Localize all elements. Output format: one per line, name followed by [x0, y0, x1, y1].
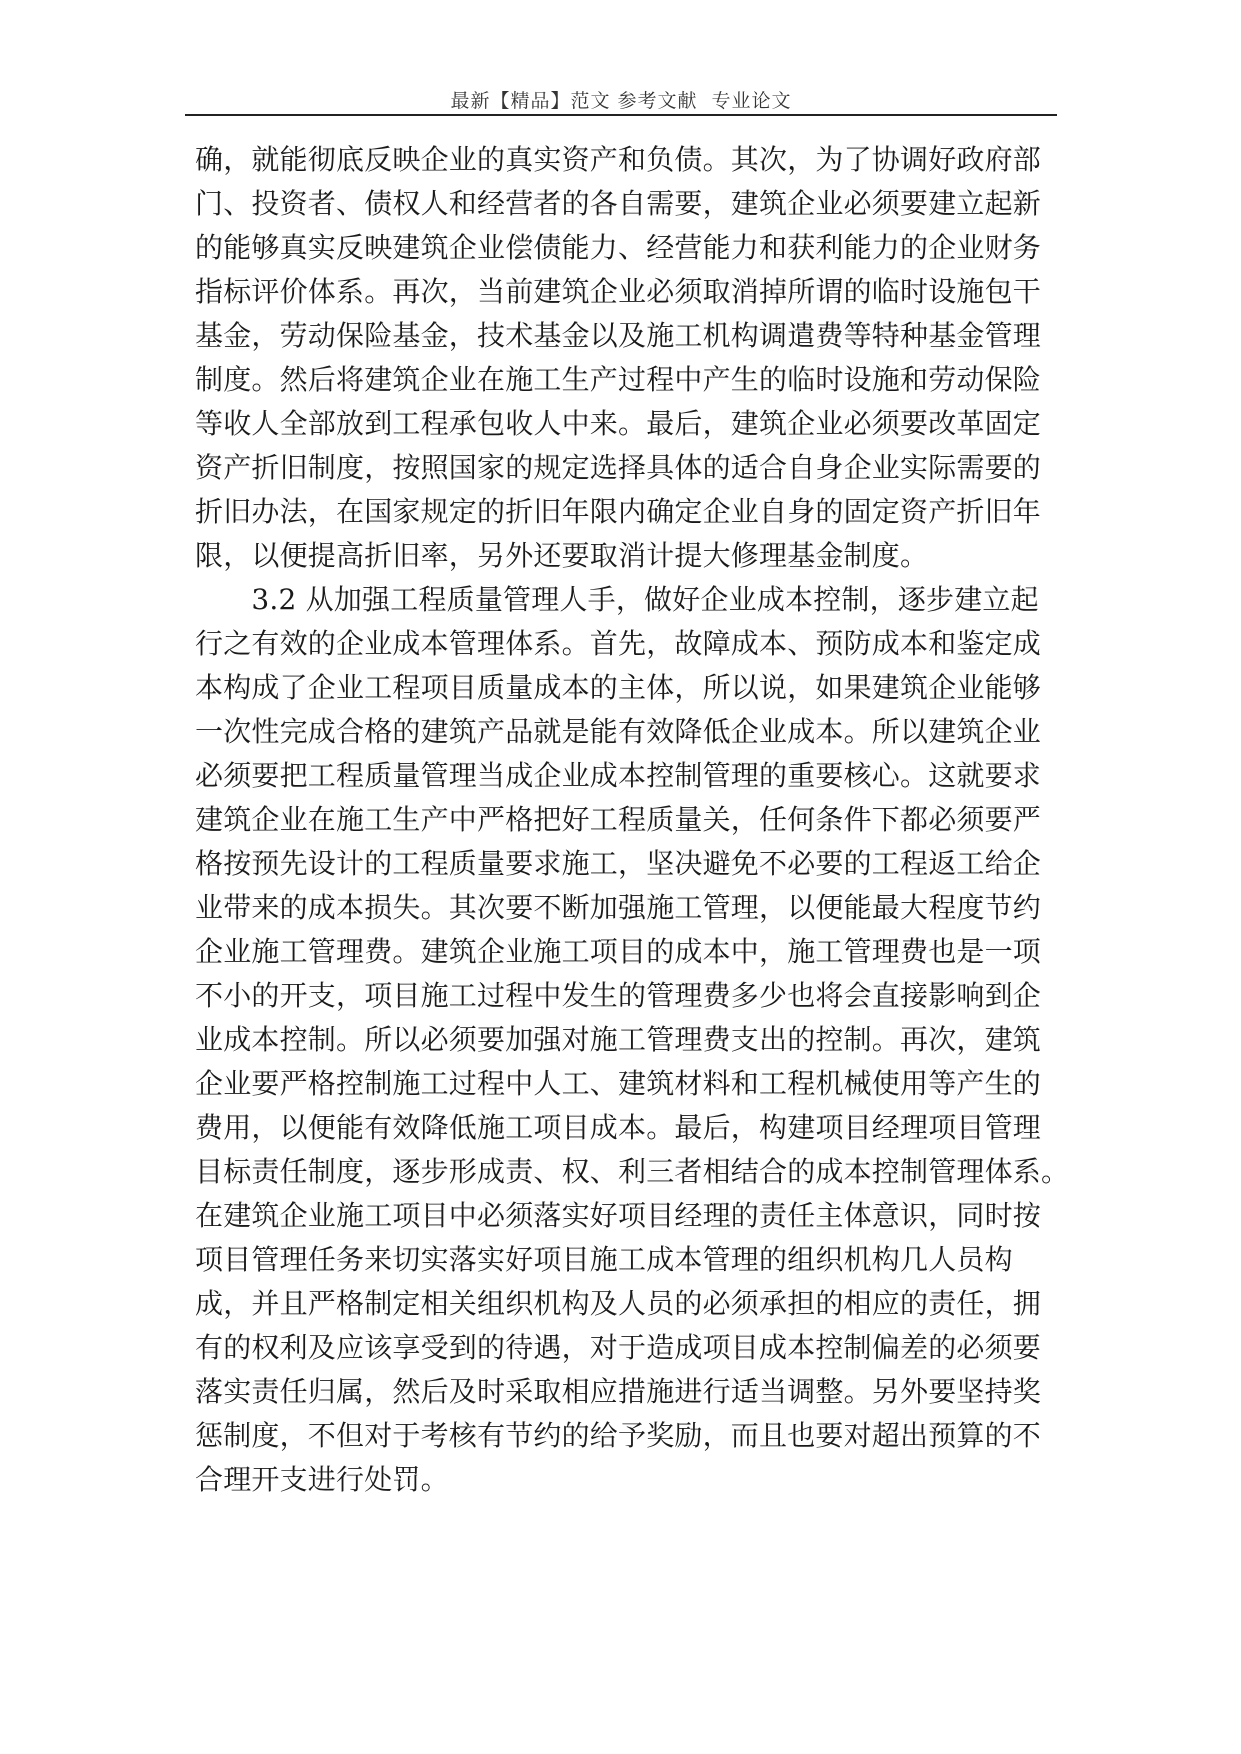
text-line: 费用，以便能有效降低施工项目成本。最后，构建项目经理项目管理: [195, 1111, 1042, 1144]
text-line: 等收人全部放到工程承包收人中来。最后，建筑企业必须要改革固定: [195, 407, 1042, 440]
text-line: 在建筑企业施工项目中必须落实好项目经理的责任主体意识，同时按: [195, 1199, 1042, 1232]
text-line: 落实责任归属，然后及时采取相应措施进行适当调整。另外要坚持奖: [195, 1375, 1042, 1408]
text-line: 本构成了企业工程项目质量成本的主体，所以说，如果建筑企业能够: [195, 671, 1042, 704]
text-line: 惩制度，不但对于考核有节约的给予奖励，而且也要对超出预算的不: [195, 1419, 1042, 1452]
text-line: 有的权利及应该享受到的待遇，对于造成项目成本控制偏差的必须要: [195, 1331, 1042, 1364]
text-line: 的能够真实反映建筑企业偿债能力、经营能力和获利能力的企业财务: [195, 231, 1042, 264]
text-line: 目标责任制度，逐步形成责、权、利三者相结合的成本控制管理体系。: [195, 1155, 1070, 1188]
text-line: 合理开支进行处罚。: [195, 1463, 449, 1496]
text-line: 门、投资者、债权人和经营者的各自需要，建筑企业必须要建立起新: [195, 187, 1042, 220]
text-line: 成，并且严格制定相关组织机构及人员的必须承担的相应的责任，拥: [195, 1287, 1042, 1320]
text-line: 项目管理任务来切实落实好项目施工成本管理的组织机构几人员构: [195, 1243, 1013, 1276]
text-line: 一次性完成合格的建筑产品就是能有效降低企业成本。所以建筑企业: [195, 715, 1042, 748]
text-line: 企业要严格控制施工过程中人工、建筑材料和工程机械使用等产生的: [195, 1067, 1042, 1100]
page-header: 最新【精品】范文 参考文献 专业论文: [450, 90, 792, 112]
text-line: 基金，劳动保险基金，技术基金以及施工机构调遣费等特种基金管理: [195, 319, 1042, 352]
text-line: 格按预先设计的工程质量要求施工，坚决避免不必要的工程返工给企: [195, 847, 1042, 880]
text-line: 企业施工管理费。建筑企业施工项目的成本中，施工管理费也是一项: [195, 935, 1042, 968]
text-line: 行之有效的企业成本管理体系。首先，故障成本、预防成本和鉴定成: [195, 627, 1042, 660]
text-line: 业带来的成本损失。其次要不断加强施工管理，以便能最大程度节约: [195, 891, 1042, 924]
text-line: 折旧办法，在国家规定的折旧年限内确定企业自身的固定资产折旧年: [195, 495, 1042, 528]
section-heading-line: 3.2 从加强工程质量管理人手，做好企业成本控制，逐步建立起: [195, 583, 1039, 616]
text-line: 建筑企业在施工生产中严格把好工程质量关，任何条件下都必须要严: [195, 803, 1042, 836]
header-divider: [185, 114, 1057, 116]
text-line: 必须要把工程质量管理当成企业成本控制管理的重要核心。这就要求: [195, 759, 1042, 792]
text-line: 制度。然后将建筑企业在施工生产过程中产生的临时设施和劳动保险: [195, 363, 1042, 396]
text-line: 限，以便提高折旧率，另外还要取消计提大修理基金制度。: [195, 539, 929, 572]
text-line: 确，就能彻底反映企业的真实资产和负债。其次，为了协调好政府部: [195, 143, 1042, 176]
text-line: 指标评价体系。再次，当前建筑企业必须取消掉所谓的临时设施包干: [195, 275, 1042, 308]
text-line: 不小的开支，项目施工过程中发生的管理费多少也将会直接影响到企: [195, 979, 1042, 1012]
text-line: 资产折旧制度，按照国家的规定选择具体的适合自身企业实际需要的: [195, 451, 1042, 484]
body-text: [195, 138, 1075, 1502]
text-line: 业成本控制。所以必须要加强对施工管理费支出的控制。再次，建筑: [195, 1023, 1042, 1056]
